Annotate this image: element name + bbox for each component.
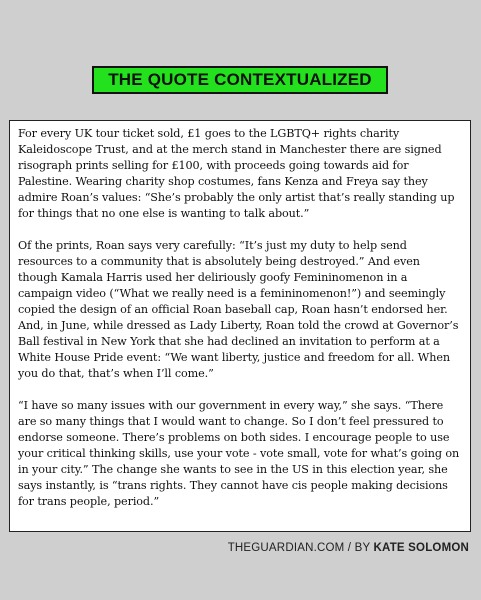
credit-source: THEGUARDIAN.COM / BY (227, 542, 374, 554)
page-title: THE QUOTE CONTEXTUALIZED (92, 66, 388, 94)
source-credit (228, 542, 469, 554)
quote-article-box (9, 120, 471, 532)
article-paragraph-2: Of the prints, Roan says very carefully: “It’s just my duty to help send resources to a community that is absolutely being destroyed.” And even though Kamala Harris used her deliriously goofy Femininomenon in a campaign video (“What we really need is a femininomenon!”) and seemingly copied the design of an official Roan baseball cap, Roan hasn’t endorsed her. And, in June, while dressed as Lady Liberty, Roan told the crowd at Governor’s Ball festival in New York that she had declined an invitation to perform at a White House Pride event: “We want liberty, justice and freedom for all. When you do that, that’s when I’ll come.” (18, 239, 459, 380)
article-paragraph-3: “I have so many issues with our government in every way,” she says. “There are so many things that I would want to change. So I don’t feel pressured to endorse someone. There’s problems on both sides. I encourage people to use your critical thinking skills, use your vote - vote small, vote for what’s going on in your city.” The change she wants to see in the US in this election year, she says instantly, is “trans rights. They cannot have cis people making decisions for trans people, period.” (18, 399, 460, 508)
article-paragraph-1: For every UK tour ticket sold, £1 goes to the LGBTQ+ rights charity Kaleidoscope Trust, and at the merch stand in Manchester there are signed risograph prints selling for £100, with proceeds going towards aid for Palestine. Wearing charity shop costumes, fans Kenza and Freya say they admire Roan’s values: “She’s probably the only artist that’s really standing up for things that no one else is wanting to talk about.” (18, 127, 455, 220)
credit-author: KATE SOLOMON (373, 542, 469, 554)
